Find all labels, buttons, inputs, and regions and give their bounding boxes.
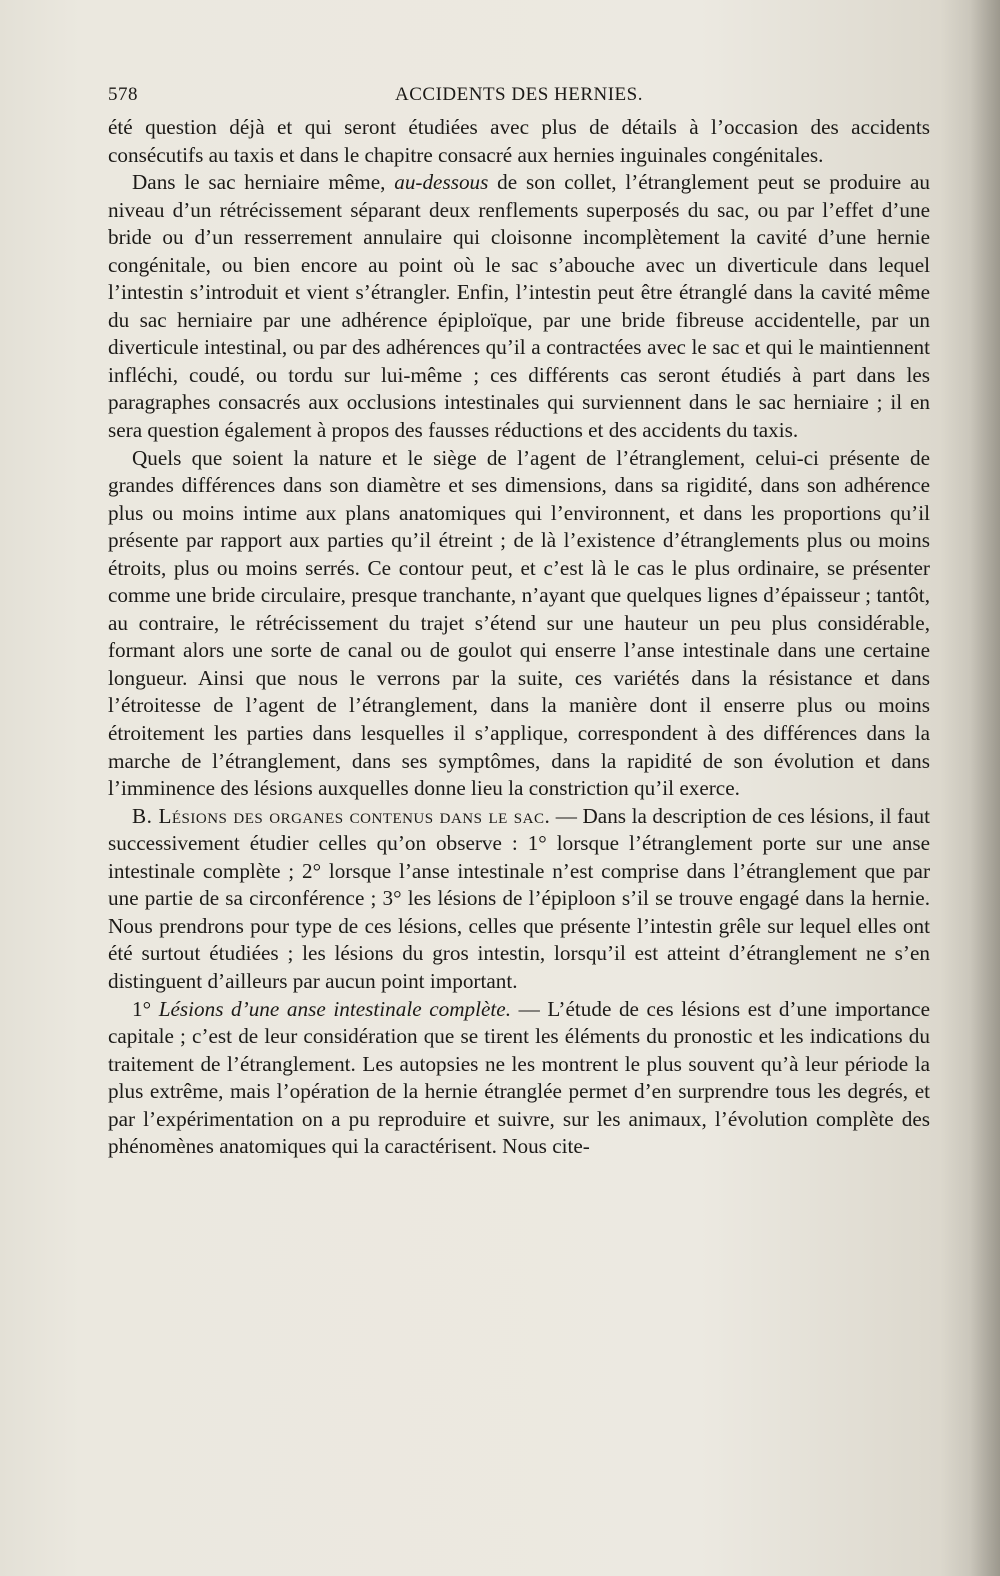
paragraph-lesions-anse [108, 996, 930, 1161]
page-number: 578 [108, 84, 138, 105]
paragraph-sac-herniaire [108, 169, 930, 444]
page-header [108, 84, 930, 112]
paragraph-text: — L’étude de ces lésions est d’une importance capitale ; c’est de leur considération que se tirent les éléments du pronostic et les indications du traitement de l’étranglement. Les autopsies ne les montrent le plus souvent qu’à leur période la plus extrême, mais l’opération de la hernie étranglée permet d’en surprendre tous les degrés, et par l’expérimentation on a pu reproduire et suivre, sur les animaux, l’évolution complète des phénomènes anatomiques qui la caractérisent. Nous cite- [108, 996, 930, 1159]
paragraph-text: — Dans la description de ces lésions, il faut successivement étudier celles qu’on observe : 1° lorsque l’étranglement porte sur une anse intestinale complète ; 2° lorsque l’anse intestinale n’est comprise dans l’étranglement que par une partie de sa circonférence ; 3° les lésions de l’épiploon s’il se trouve engagé dans la hernie. Nous prendrons pour type de ces lésions, celles que présente l’intestin grêle sur lequel elles ont été surtout étudiées ; les lésions du gros intestin, lorsqu’il est atteint d’étranglement ne s’en distinguent d’ailleurs par aucun point important. [108, 803, 930, 993]
running-title: ACCIDENTS DES HERNIES. [395, 84, 643, 105]
page-binding-shadow [970, 0, 1000, 1576]
paragraph-agent-etranglement: Quels que soient la nature et le siège de l’agent de l’étranglement, celui-ci présente de grandes différences dans son diamètre et ses dimensions, dans sa rigidité, dans son adhérence plus ou moins intime aux plans anatomiques qui l’environnent, et dans les proportions qu’il présente par rapport aux parties qu’il étreint ; de là l’existence d’étranglements plus ou moins étroits, plus ou moins serrés. Ce contour peut, et c’est là le cas le plus ordinaire, se présenter comme une bride circulaire, presque tranchante, n’ayant que quelques lignes d’épaisseur ; tantôt, au contraire, le rétrécissement du trajet s’étend sur une hauteur un peu plus considérable, formant alors une sorte de canal ou de goulot qui enserre l’anse intestinale dans une certaine longueur. Ainsi que nous le verrons par la suite, ces variétés dans la résistance et dans l’étroitesse de l’agent de l’étranglement, dans la manière dont il enserre plus ou moins étroitement les parties dans lesquelles il s’applique, correspondent à des différences dans la marche de l’étranglement, dans ses symptômes, dans la rapidité de son évolution et dans l’imminence des lésions auxquelles donne lieu la constriction qu’il exerce. [108, 445, 930, 801]
paragraph-text: 1° [132, 996, 159, 1021]
paragraph-continuation: été question déjà et qui seront étudiées avec plus de détails à l’occasion des accidents consécutifs au taxis et dans le chapitre consacré aux hernies inguinales congénitales. [108, 115, 930, 167]
body-text [108, 114, 930, 1161]
paragraph-section-b [108, 803, 930, 996]
subsection-heading: Lésions d’une anse intestinale complète. [158, 996, 511, 1021]
section-heading: B. Lésions des organes contenus dans le sac. [132, 803, 551, 828]
paragraph-text: de son collet, l’étranglement peut se produire au niveau d’un rétrécissement séparant deux renflements superposés du sac, ou par l’effet d’une bride ou d’un resserrement annulaire qui cloisonne incomplètement la cavité d’une hernie congénitale, ou bien encore au point où le sac s’abouche avec un diverticule dans lequel l’intestin s’introduit et vient s’étrangler. Enfin, l’intestin peut être étranglé dans la cavité même du sac herniaire par une adhérence épiploïque, par une bride fibreuse accidentelle, par un diverticule intestinal, ou par des adhérences qu’il a contractées avec le sac et qui le maintiennent infléchi, coudé, ou tordu sur lui-même ; ces différents cas seront étudiés à part dans les paragraphes consacrés aux occlusions intestinales qui surviennent dans le sac herniaire ; il en sera question également à propos des fausses réductions et des accidents du taxis. [108, 170, 930, 443]
paragraph-text: Dans le sac herniaire même, [132, 170, 395, 195]
italic-term: au-dessous [394, 170, 489, 195]
